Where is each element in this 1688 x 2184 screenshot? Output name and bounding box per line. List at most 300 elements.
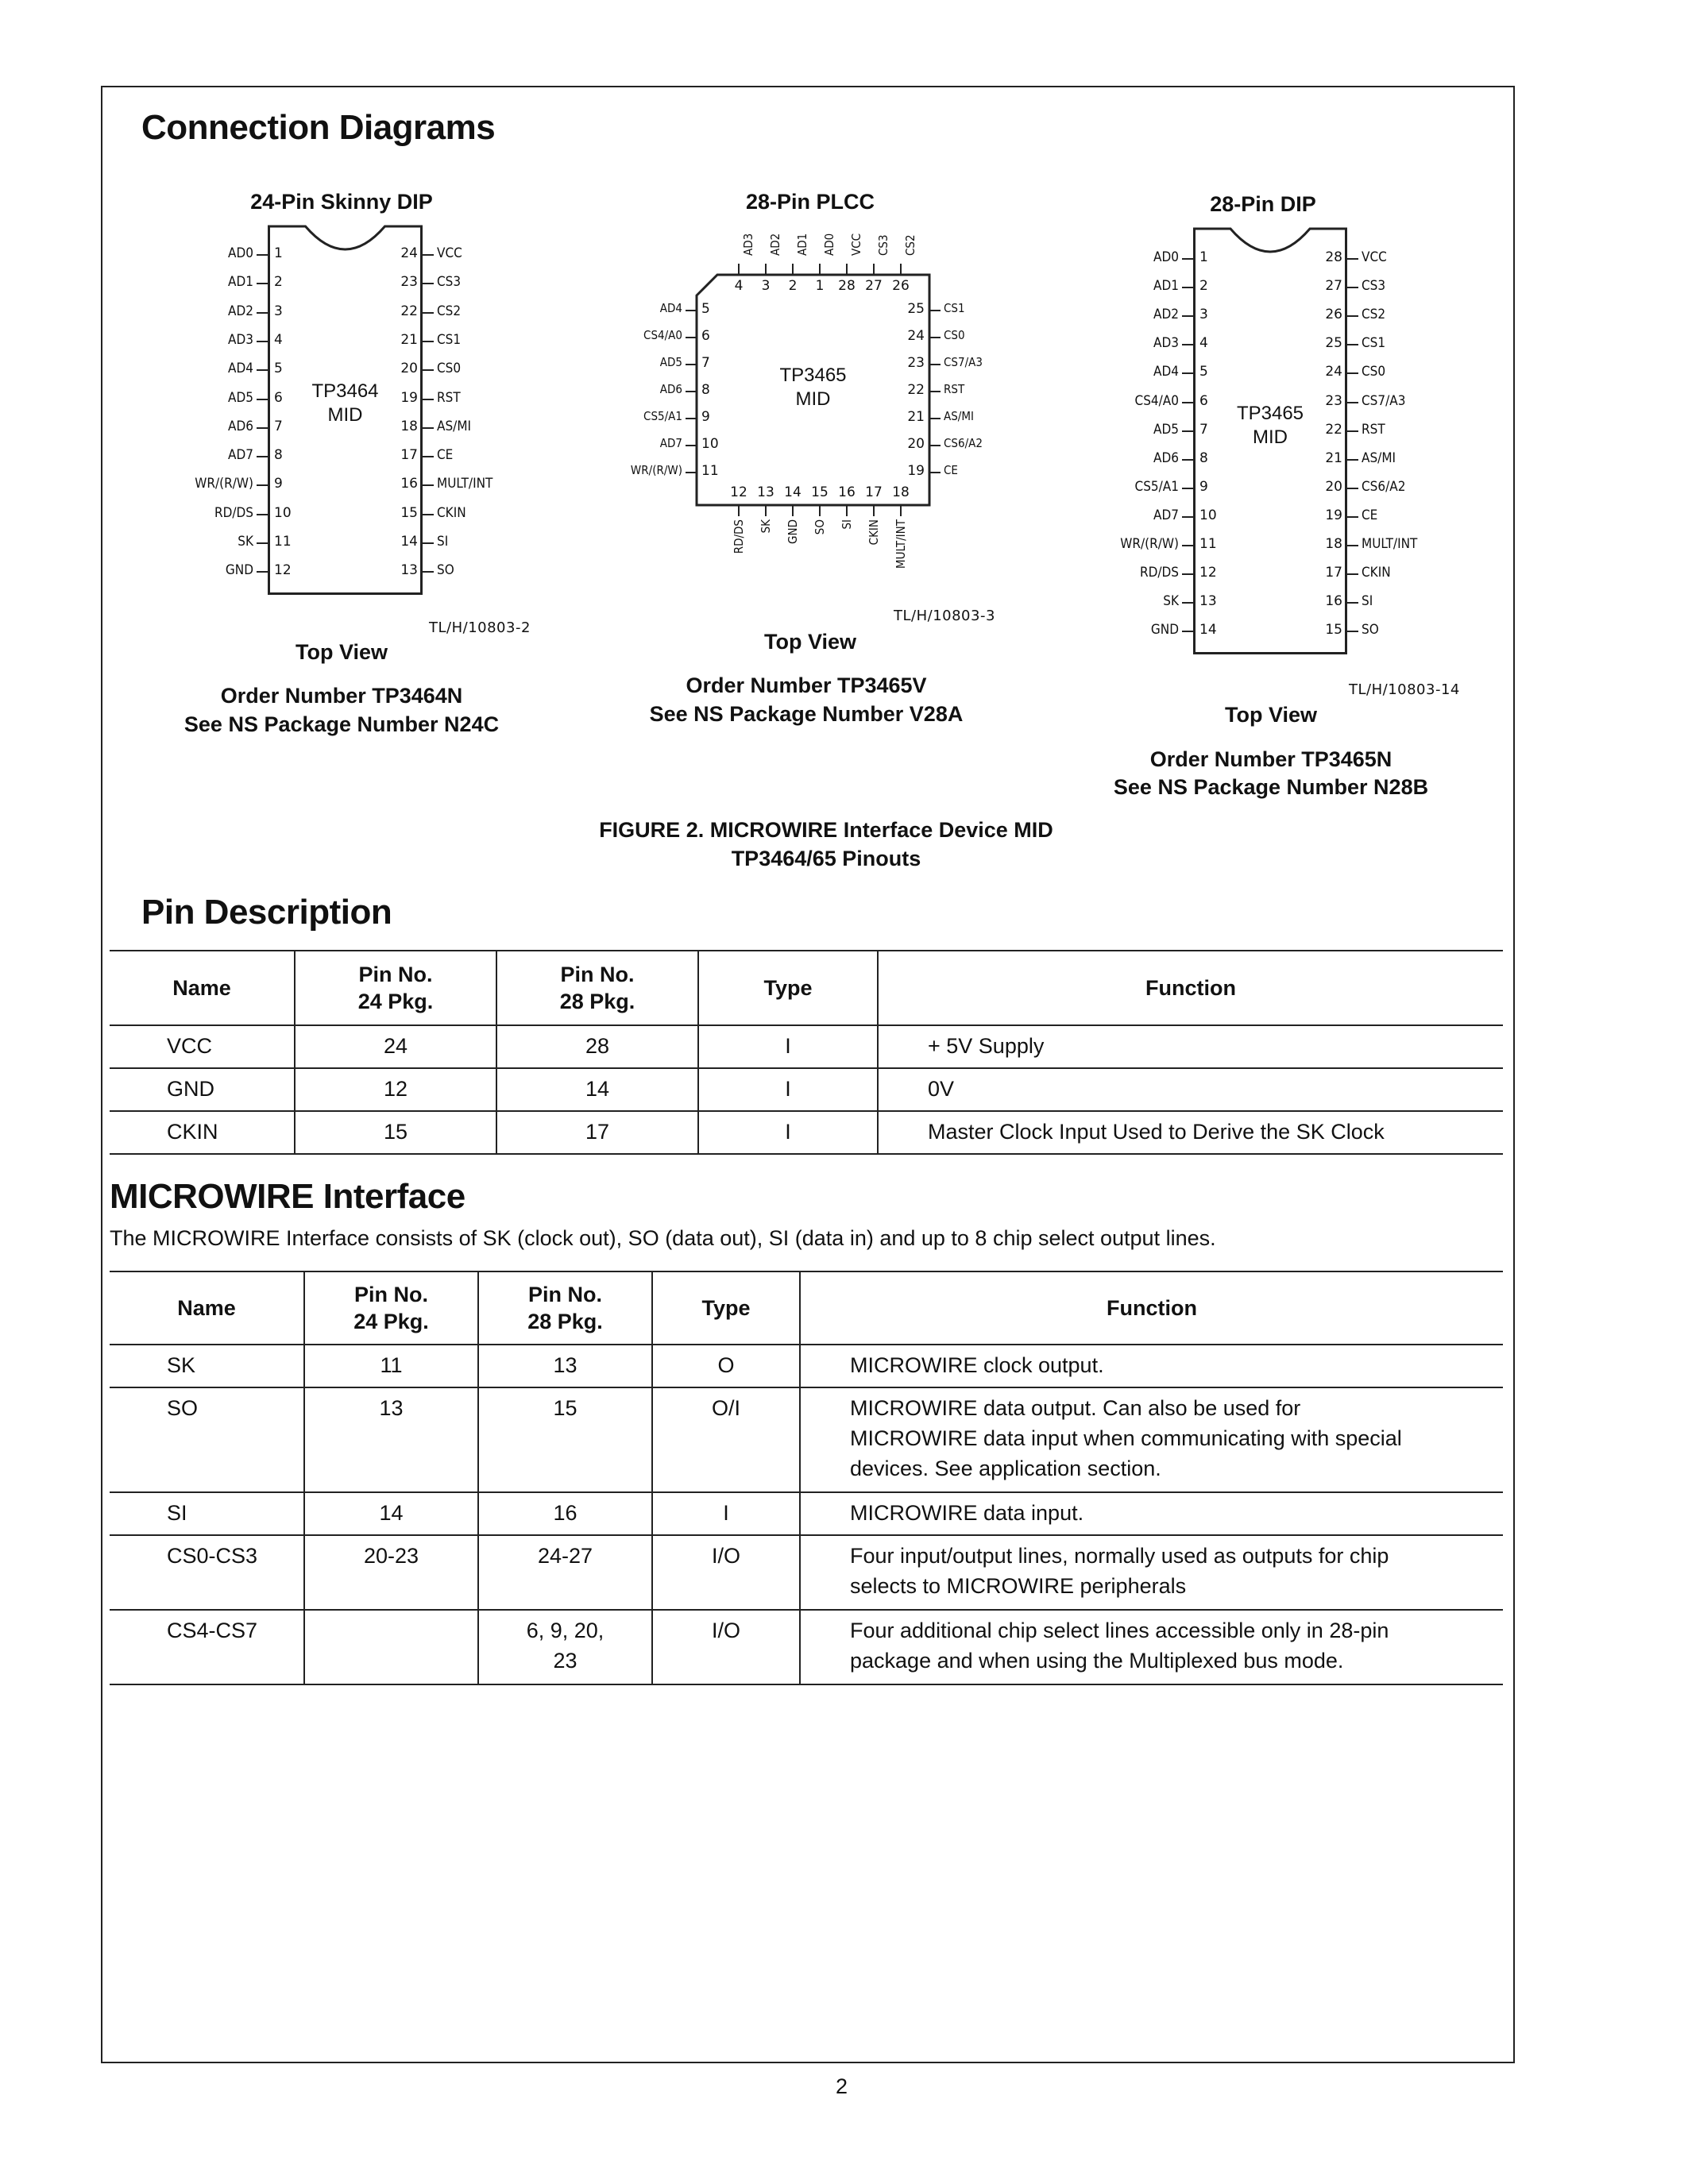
plcc-lead-top <box>819 264 821 275</box>
pin-number: 14 <box>400 534 418 550</box>
plcc-lead-left <box>686 445 697 446</box>
dip24-lead-right <box>423 341 434 342</box>
pin-number: 23 <box>400 274 418 291</box>
pin-number: 20 <box>907 436 925 452</box>
header-type: Type <box>652 1271 800 1345</box>
plcc-lead-bottom <box>792 505 794 516</box>
dip28-lead-left <box>1182 631 1193 632</box>
dip28-lead-right <box>1347 315 1358 317</box>
cell-function: MICROWIRE data output. Can also be used for MICROWIRE data input when communicating with special devices. See application section. <box>800 1387 1503 1492</box>
dip28-lead-right <box>1347 402 1358 403</box>
cell-pin28: 17 <box>496 1111 698 1154</box>
pin-number: 10 <box>274 504 292 521</box>
pin-name: CS6/A2 <box>944 436 983 450</box>
table-row <box>110 1387 1503 1492</box>
dip28-lead-right <box>1347 430 1358 432</box>
pin-number: 8 <box>701 382 710 398</box>
dip24-lead-left <box>257 399 268 400</box>
pin-number: 4 <box>1199 335 1208 352</box>
cell-pin28: 15 <box>478 1387 652 1492</box>
cell-type: O/I <box>652 1387 800 1492</box>
microwire-table <box>110 1271 1503 1685</box>
pin-name: AD4 <box>659 301 682 315</box>
dip28-lead-left <box>1182 287 1193 288</box>
dip28-lead-right <box>1347 488 1358 489</box>
plcc-lead-bottom <box>900 505 902 516</box>
dip28-lead-right <box>1347 344 1358 345</box>
pin-name: CS1 <box>944 301 965 315</box>
pin-name: AD2 <box>228 303 253 319</box>
table-row <box>110 1068 1503 1111</box>
pin-number: 24 <box>1325 364 1342 380</box>
dip24-lead-right <box>423 369 434 371</box>
dip24-lead-left <box>257 542 268 544</box>
plcc-order: Order Number TP3465V <box>686 673 927 697</box>
pin-name: CS0 <box>437 361 462 377</box>
table-row <box>110 1535 1503 1610</box>
pin-number: 11 <box>274 534 292 550</box>
cell-pin28: 16 <box>478 1492 652 1535</box>
dip24-tl-code: TL/H/10803-2 <box>429 619 531 636</box>
pin-number: 15 <box>1325 622 1342 639</box>
pin-name: CS6/A2 <box>1362 478 1406 495</box>
dip28-lead-left <box>1182 402 1193 403</box>
pin-name: AD7 <box>228 447 253 464</box>
dip28-lead-left <box>1182 344 1193 345</box>
dip24-lead-right <box>423 514 434 515</box>
dip28-lead-right <box>1347 602 1358 604</box>
dip28-lead-right <box>1347 573 1358 575</box>
pin-number: 22 <box>400 303 418 319</box>
pin-name: AD3 <box>228 331 253 348</box>
pin-number: 20 <box>1325 478 1342 495</box>
pin-number: 4 <box>734 278 744 294</box>
pin-number: 18 <box>400 418 418 434</box>
pin-name: WR/(R/W) <box>195 476 253 492</box>
table-row <box>110 1111 1503 1154</box>
cell-type: I <box>698 1111 878 1154</box>
plcc-lead-bottom <box>873 505 875 516</box>
pin-number: 9 <box>701 409 710 425</box>
pin-number: 16 <box>1325 593 1342 610</box>
pin-number: 7 <box>701 355 710 371</box>
pin-number: 2 <box>1199 278 1208 295</box>
dip28-lead-right <box>1347 258 1358 260</box>
dip24-lead-left <box>257 341 268 342</box>
pin-name: CS2 <box>903 234 917 256</box>
cell-type: O <box>652 1345 800 1387</box>
pin-name: CS3 <box>1362 278 1386 295</box>
pin-number: 2 <box>274 274 283 291</box>
pin-number: 21 <box>907 409 925 425</box>
dip24-order: Order Number TP3464N <box>220 684 463 708</box>
pin-name: CKIN <box>437 504 466 521</box>
cell-type: I <box>698 1068 878 1111</box>
dip24-lead-right <box>423 571 434 573</box>
pin-name: AD3 <box>741 233 755 256</box>
pin-name: SK <box>238 534 253 550</box>
cell-function: MICROWIRE data input. <box>800 1492 1503 1535</box>
pin-number: 1 <box>815 278 825 294</box>
dip28-lead-right <box>1347 372 1358 374</box>
pin-name: VCC <box>849 233 863 256</box>
header-name: Name <box>110 1271 304 1345</box>
figure-caption-line1: FIGURE 2. MICROWIRE Interface Device MID <box>599 818 1053 842</box>
plcc-lead-right <box>929 391 941 392</box>
pin-number: 19 <box>1325 507 1342 523</box>
pin-name: AD7 <box>659 436 682 450</box>
dip24-lead-left <box>257 456 268 457</box>
dip28-lead-right <box>1347 631 1358 632</box>
pin-name: AS/MI <box>437 418 472 434</box>
pin-name: CS4/A0 <box>643 328 682 342</box>
plcc-lead-bottom <box>819 505 821 516</box>
plcc-lead-left <box>686 391 697 392</box>
plcc-package: See NS Package Number V28A <box>649 702 964 726</box>
pin-name: SK <box>759 519 773 534</box>
pin-name: SO <box>813 519 827 535</box>
pin-name: AS/MI <box>1362 450 1396 466</box>
cell-pin24: 12 <box>295 1068 496 1111</box>
dip24-chip-label2: MID <box>327 404 363 426</box>
pin-number: 4 <box>274 331 283 348</box>
cell-type: I/O <box>652 1610 800 1684</box>
plcc-chip-label: TP3465 <box>779 365 847 386</box>
pin-number: 3 <box>1199 307 1208 323</box>
pin-number: 19 <box>400 389 418 406</box>
table-row <box>110 1492 1503 1535</box>
pin-name: AD6 <box>1153 450 1179 466</box>
dip24-lead-right <box>423 254 434 256</box>
pin-number: 12 <box>730 484 747 500</box>
cell-pin28: 6, 9, 20, 23 <box>478 1610 652 1684</box>
plcc-tl-code: TL/H/10803-3 <box>894 608 995 624</box>
pin-name: AD1 <box>1153 278 1179 295</box>
plcc-lead-left <box>686 418 697 419</box>
pin-name: RD/DS <box>214 504 253 521</box>
pin-name: CS5/A1 <box>643 409 682 423</box>
pin-number: 8 <box>274 447 283 464</box>
dip28-view: Top View <box>1224 703 1317 727</box>
pin-number: 5 <box>701 301 710 317</box>
cell-name: CS4-CS7 <box>110 1610 304 1684</box>
cell-function: Master Clock Input Used to Derive the SK Clock <box>878 1111 1503 1154</box>
plcc-lead-top <box>765 264 767 275</box>
pin-number: 11 <box>701 463 719 479</box>
page-number: 2 <box>836 2074 848 2098</box>
pin-number: 5 <box>274 361 283 377</box>
pin-description-title: Pin Description <box>141 893 392 932</box>
pin-number: 28 <box>838 278 856 294</box>
cell-pin24: 15 <box>295 1111 496 1154</box>
pin-name: MULT/INT <box>1362 536 1418 552</box>
pin-name: CS7/A3 <box>1362 392 1406 409</box>
cell-pin24: 20-23 <box>304 1535 478 1610</box>
dip28-lead-left <box>1182 573 1193 575</box>
pin-number: 12 <box>274 562 292 579</box>
plcc-lead-bottom <box>846 505 848 516</box>
cell-name: SI <box>110 1492 304 1535</box>
pin-number: 5 <box>1199 364 1208 380</box>
pin-number: 3 <box>274 303 283 319</box>
pin-number: 26 <box>892 278 910 294</box>
pin-name: AD6 <box>228 418 253 434</box>
cell-name: SK <box>110 1345 304 1387</box>
dip28-chip-label2: MID <box>1253 426 1288 448</box>
cell-pin24 <box>304 1610 478 1684</box>
dip24-lead-left <box>257 484 268 486</box>
pin-number: 3 <box>761 278 771 294</box>
pin-name: AD4 <box>228 361 253 377</box>
table-row <box>110 1345 1503 1387</box>
cell-pin24: 13 <box>304 1387 478 1492</box>
cell-function: 0V <box>878 1068 1503 1111</box>
pin-number: 22 <box>1325 421 1342 438</box>
pin-number: 28 <box>1325 249 1342 265</box>
plcc-view: Top View <box>763 630 856 654</box>
pin-number: 13 <box>400 562 418 579</box>
dip24-lead-right <box>423 312 434 314</box>
pin-name: GND <box>225 562 253 579</box>
dip28-lead-right <box>1347 545 1358 546</box>
pin-number: 18 <box>1325 536 1342 552</box>
header-pin28: Pin No. 28 Pkg. <box>496 951 698 1025</box>
dip24-lead-left <box>257 369 268 371</box>
pin-name: AD0 <box>1153 249 1179 265</box>
pin-number: 1 <box>1199 249 1208 265</box>
cell-function: MICROWIRE clock output. <box>800 1345 1503 1387</box>
microwire-intro: The MICROWIRE Interface consists of SK (clock out), SO (data out), SI (data in) and up to 8 chip select output lines. <box>110 1226 1216 1250</box>
cell-function: + 5V Supply <box>878 1025 1503 1068</box>
dip28-package: See NS Package Number N28B <box>1113 775 1429 799</box>
cell-pin24: 14 <box>304 1492 478 1535</box>
microwire-title: MICROWIRE Interface <box>110 1177 465 1216</box>
dip28-lead-right <box>1347 516 1358 518</box>
pin-number: 12 <box>1199 565 1217 581</box>
cell-name: CS0-CS3 <box>110 1535 304 1610</box>
dip28-order: Order Number TP3465N <box>1149 747 1393 771</box>
pin-name: CS2 <box>1362 307 1386 323</box>
pin-name: MULT/INT <box>894 519 908 569</box>
plcc-lead-bottom <box>738 505 740 516</box>
dip28-lead-left <box>1182 258 1193 260</box>
pin-number: 7 <box>274 418 283 434</box>
plcc-lead-right <box>929 472 941 473</box>
pin-name: AD2 <box>768 233 782 256</box>
pin-number: 18 <box>892 484 910 500</box>
pin-name: AS/MI <box>944 409 974 423</box>
dip24-lead-left <box>257 571 268 573</box>
header-pin28: Pin No. 28 Pkg. <box>478 1271 652 1345</box>
plcc-lead-top <box>738 264 740 275</box>
plcc-lead-left <box>686 310 697 311</box>
pin-number: 24 <box>907 328 925 344</box>
pin-name: SO <box>1362 622 1379 639</box>
pin-name: CE <box>1362 507 1378 523</box>
pin-name: VCC <box>1362 249 1387 265</box>
plcc-lead-right <box>929 310 941 311</box>
dip24-chip-label: TP3464 <box>311 380 379 402</box>
dip24-lead-right <box>423 427 434 429</box>
pin-name: CKIN <box>1362 565 1391 581</box>
pin-number: 11 <box>1199 536 1217 552</box>
dip24-lead-right <box>423 399 434 400</box>
cell-name: SO <box>110 1387 304 1492</box>
header-function: Function <box>878 951 1503 1025</box>
dip24-lead-left <box>257 312 268 314</box>
dip28-lead-left <box>1182 602 1193 604</box>
dip28-lead-left <box>1182 545 1193 546</box>
cell-pin28: 14 <box>496 1068 698 1111</box>
dip24-lead-left <box>257 427 268 429</box>
pin-number: 25 <box>907 301 925 317</box>
pin-number: 22 <box>907 382 925 398</box>
dip24-package: See NS Package Number N24C <box>183 712 500 736</box>
pin-number: 14 <box>1199 622 1217 639</box>
dip24-lead-right <box>423 542 434 544</box>
dip28-lead-left <box>1182 459 1193 461</box>
dip28-tl-code: TL/H/10803-14 <box>1349 681 1460 698</box>
pin-number: 21 <box>400 331 418 348</box>
header-pin24: Pin No. 24 Pkg. <box>295 951 496 1025</box>
pin-number: 23 <box>907 355 925 371</box>
pin-name: GND <box>1150 622 1179 639</box>
plcc-lead-top <box>792 264 794 275</box>
dip24-lead-right <box>423 484 434 486</box>
dip28-lead-left <box>1182 488 1193 489</box>
plcc-title: 28-Pin PLCC <box>745 190 875 214</box>
pin-name: RD/DS <box>1139 565 1179 581</box>
pin-name: CS0 <box>1362 364 1386 380</box>
pin-name: AD5 <box>1153 421 1179 438</box>
pin-number: 9 <box>274 476 283 492</box>
pin-name: SI <box>1362 593 1373 610</box>
pin-number: 10 <box>701 436 719 452</box>
cell-type: I <box>652 1492 800 1535</box>
plcc-lead-right <box>929 337 941 338</box>
pin-name: AD7 <box>1153 507 1179 523</box>
pin-name: GND <box>786 519 800 544</box>
pin-name: SO <box>437 562 454 579</box>
plcc-lead-right <box>929 445 941 446</box>
pin-name: AD1 <box>795 233 809 256</box>
pin-name: AD5 <box>659 355 682 369</box>
connection-diagrams-title: Connection Diagrams <box>141 108 496 147</box>
cell-type: I/O <box>652 1535 800 1610</box>
pin-name: SI <box>840 519 854 530</box>
pin-name: CS3 <box>437 274 462 291</box>
pin-number: 21 <box>1325 450 1342 466</box>
header-name: Name <box>110 951 295 1025</box>
header-type: Type <box>698 951 878 1025</box>
pin-number: 1 <box>274 245 283 261</box>
pin-name: CS7/A3 <box>944 355 983 369</box>
pin-number: 26 <box>1325 307 1342 323</box>
pin-name: CS3 <box>876 234 890 256</box>
pin-number: 13 <box>1199 593 1217 610</box>
pin-number: 6 <box>274 389 283 406</box>
pin-number: 20 <box>400 361 418 377</box>
dip24-lead-left <box>257 254 268 256</box>
pin-name: AD0 <box>228 245 253 261</box>
cell-pin24: 24 <box>295 1025 496 1068</box>
pin-name: AD2 <box>1153 307 1179 323</box>
dip28-lead-right <box>1347 459 1358 461</box>
cell-name: GND <box>110 1068 295 1111</box>
pin-name: AD6 <box>659 382 682 396</box>
pin-number: 7 <box>1199 421 1208 438</box>
cell-pin24: 11 <box>304 1345 478 1387</box>
table-row <box>110 1025 1503 1068</box>
plcc-lead-left <box>686 364 697 365</box>
dip28-lead-left <box>1182 430 1193 432</box>
pin-name: AD5 <box>228 389 253 406</box>
dip24-title: 24-Pin Skinny DIP <box>250 190 433 214</box>
plcc-lead-top <box>873 264 875 275</box>
pin-description-table <box>110 950 1503 1155</box>
cell-pin28: 13 <box>478 1345 652 1387</box>
pin-name: AD3 <box>1153 335 1179 352</box>
figure-caption-line2: TP3464/65 Pinouts <box>731 847 921 870</box>
pin-name: CE <box>437 447 454 464</box>
pin-name: WR/(R/W) <box>630 463 682 477</box>
pin-number: 24 <box>400 245 418 261</box>
header-function: Function <box>800 1271 1503 1345</box>
pin-name: CE <box>944 463 958 477</box>
pin-name: AD0 <box>822 233 836 256</box>
pin-name: SK <box>1163 593 1179 610</box>
dip24-lead-left <box>257 283 268 284</box>
dip24-lead-right <box>423 456 434 457</box>
pin-number: 6 <box>1199 392 1208 409</box>
pin-name: CKIN <box>867 519 881 546</box>
pin-name: RST <box>1362 421 1385 438</box>
dip24-view: Top View <box>295 640 388 664</box>
dip28-chip-label: TP3465 <box>1236 403 1304 424</box>
pin-number: 27 <box>1325 278 1342 295</box>
pin-name: RST <box>944 382 965 396</box>
pin-name: CS5/A1 <box>1134 478 1179 495</box>
pin-number: 17 <box>400 447 418 464</box>
pin-number: 16 <box>400 476 418 492</box>
pin-number: 19 <box>907 463 925 479</box>
dip28-lead-left <box>1182 315 1193 317</box>
pin-name: RST <box>437 389 461 406</box>
pin-number: 15 <box>811 484 829 500</box>
pin-name: VCC <box>437 245 462 261</box>
pin-name: WR/(R/W) <box>1120 536 1179 552</box>
pin-name: CS1 <box>437 331 462 348</box>
cell-pin28: 24-27 <box>478 1535 652 1610</box>
plcc-lead-right <box>929 418 941 419</box>
pin-name: AD4 <box>1153 364 1179 380</box>
pin-name: RD/DS <box>732 519 746 554</box>
pin-number: 16 <box>838 484 856 500</box>
plcc-chip-label2: MID <box>795 388 831 410</box>
cell-name: CKIN <box>110 1111 295 1154</box>
pin-number: 8 <box>1199 450 1208 466</box>
pin-number: 17 <box>865 484 883 500</box>
cell-function: Four additional chip select lines accessible only in 28-pin package and when using the Multiplexed bus mode. <box>800 1610 1503 1684</box>
pin-name: SI <box>437 534 449 550</box>
plcc-lead-top <box>846 264 848 275</box>
plcc-lead-right <box>929 364 941 365</box>
table-row <box>110 1610 1503 1684</box>
pin-name: CS2 <box>437 303 462 319</box>
pin-number: 6 <box>701 328 710 344</box>
dip28-lead-right <box>1347 287 1358 288</box>
dip24-lead-left <box>257 514 268 515</box>
